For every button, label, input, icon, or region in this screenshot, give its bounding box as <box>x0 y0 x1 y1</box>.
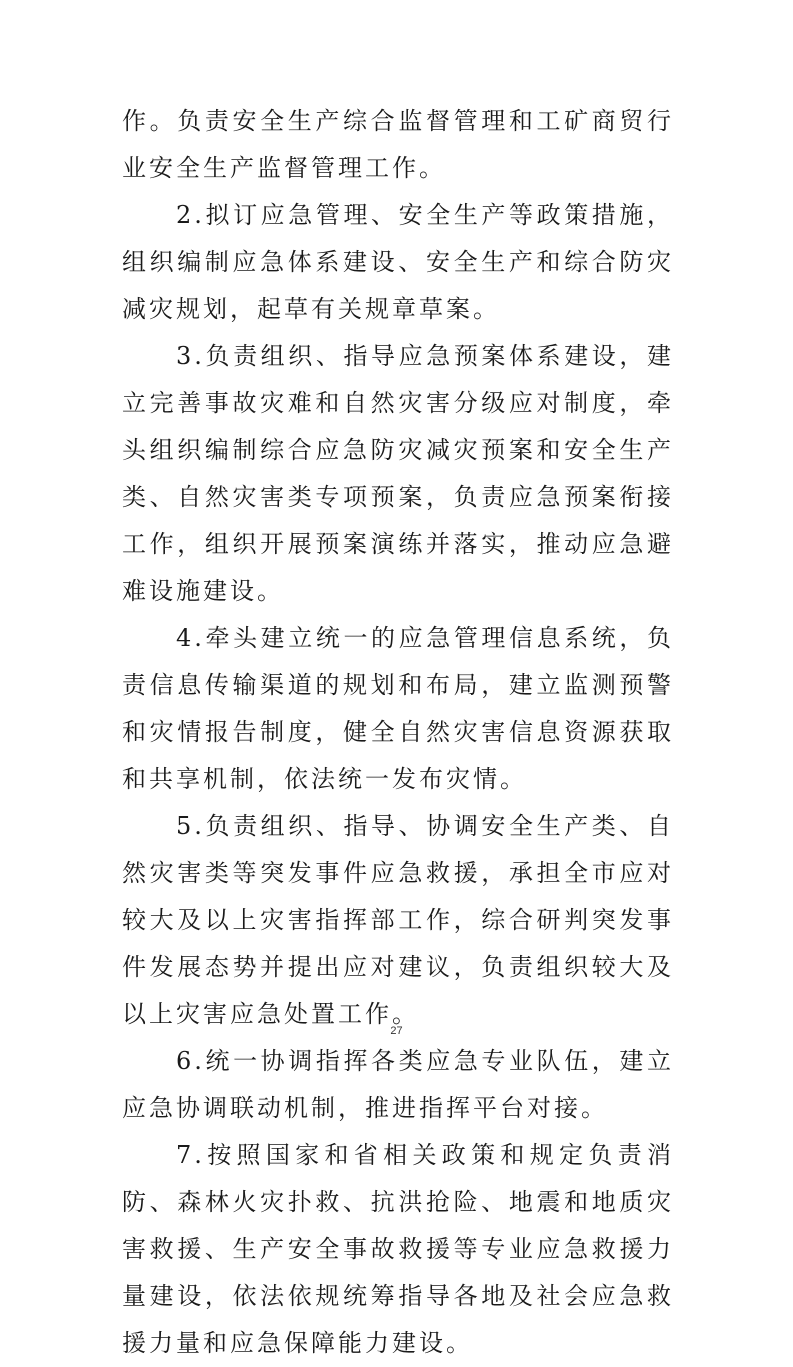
paragraph-item-2: 2.拟订应急管理、安全生产等政策措施，组织编制应急体系建设、安全生产和综合防灾减灾规划，起草有关规章草案。 <box>122 201 674 323</box>
page-number: 27 <box>390 1025 403 1037</box>
paragraph-item-4: 4.牵头建立统一的应急管理信息系统，负责信息传输渠道的规划和布局，建立监测预警和灾情报告制度，健全自然灾害信息资源获取和共享机制，依法统一发布灾情。 <box>122 624 674 793</box>
paragraph-item-7: 7.按照国家和省相关政策和规定负责消防、森林火灾扑救、抗洪抢险、地震和地质灾害救援、生产安全事故救援等专业应急救援力量建设，依法依规统筹指导各地及社会应急救援力量和应急保障能力建设。 <box>122 1141 674 1357</box>
body-text <box>122 98 674 1367</box>
paragraph-continuation: 作。负责安全生产综合监督管理和工矿商贸行业安全生产监督管理工作。 <box>122 107 674 182</box>
paragraph-item-5: 5.负责组织、指导、协调安全生产类、自然灾害类等突发事件应急救援，承担全市应对较大及以上灾害指挥部工作，综合研判突发事件发展态势并提出应对建议，负责组织较大及以上灾害应急处置工作。 <box>122 812 674 1028</box>
paragraph-item-3: 3.负责组织、指导应急预案体系建设，建立完善事故灾难和自然灾害分级应对制度，牵头组织编制综合应急防灾减灾预案和安全生产类、自然灾害类专项预案，负责应急预案衔接工作，组织开展预案演练并落实，推动应急避难设施建设。 <box>122 342 674 605</box>
paragraph-item-6: 6.统一协调指挥各类应急专业队伍，建立应急协调联动机制，推进指挥平台对接。 <box>122 1047 674 1122</box>
